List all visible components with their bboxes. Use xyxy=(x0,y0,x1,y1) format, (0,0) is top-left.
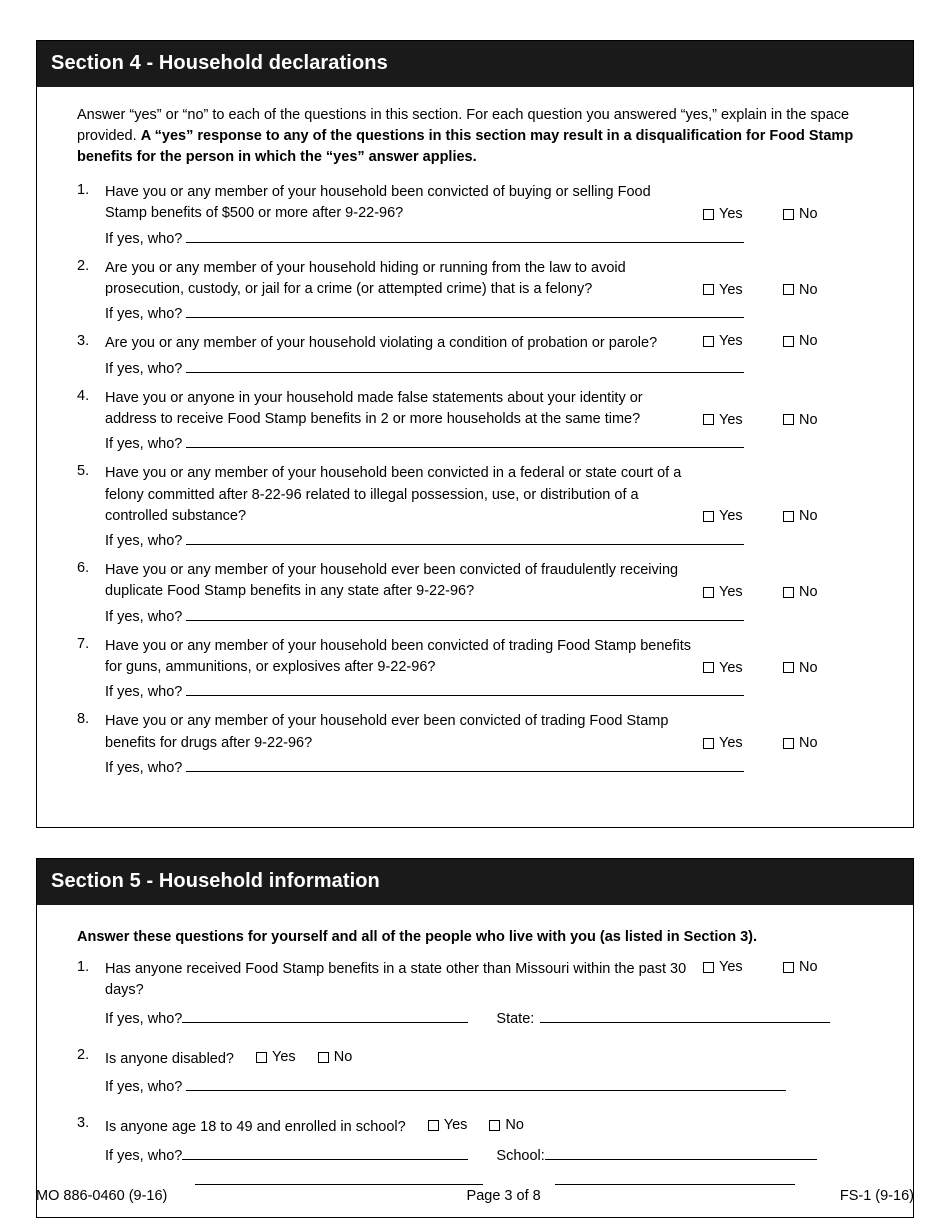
section5-question-1-detail xyxy=(105,1009,893,1027)
checkbox-icon[interactable] xyxy=(703,662,714,673)
question-3-ifyes xyxy=(105,359,893,377)
question-7-text: Have you or any member of your household been convicted of trading Food Stamp benefits for guns, ammunitions, or explosives after 9-22-96? xyxy=(105,637,691,676)
checkbox-icon[interactable] xyxy=(703,284,714,295)
checkbox-icon[interactable] xyxy=(703,511,714,522)
question-4-text: Have you or anyone in your household made false statements about your identity or address to receive Food Stamp benefits in 2 or more households at the same time? xyxy=(105,389,643,427)
question-7-ifyes-label: If yes, who? xyxy=(105,684,183,701)
question-6-answers xyxy=(703,584,893,600)
checkbox-icon[interactable] xyxy=(428,1120,439,1131)
question-8-no-label: No xyxy=(799,735,818,752)
question-7-no-label: No xyxy=(799,659,818,676)
question-1-answers xyxy=(703,206,893,222)
question-8-ifyes-label: If yes, who? xyxy=(105,760,183,777)
section5-question-3-school-label: School: xyxy=(496,1147,545,1164)
question-3-no-option[interactable] xyxy=(783,333,818,349)
question-7-number: 7. xyxy=(77,635,90,652)
question-7-answers xyxy=(703,660,893,676)
section5-question-2-yes-label: Yes xyxy=(272,1048,296,1065)
checkbox-icon[interactable] xyxy=(703,587,714,598)
checkbox-icon[interactable] xyxy=(703,336,714,347)
section5-question-3 xyxy=(57,1115,893,1188)
checkbox-icon[interactable] xyxy=(783,962,794,973)
section-4-bottom-space xyxy=(57,787,893,809)
question-1-text: Have you or any member of your household been convicted of buying or selling Food Stamp benefits of $500 or more after 9-22-96? xyxy=(105,184,651,222)
question-3-yes-label: Yes xyxy=(719,333,743,350)
section5-question-3-school-input[interactable] xyxy=(545,1146,817,1160)
section5-question-1-ifyes-label: If yes, who? xyxy=(105,1010,183,1027)
section5-question-3-text xyxy=(105,1115,713,1138)
section5-question-3-yes-label: Yes xyxy=(443,1117,468,1134)
question-2-text: Are you or any member of your household hiding or running from the law to avoid prosecution, custody, or jail for a crime (or attempted crime) that is a felony? xyxy=(105,259,626,297)
section5-question-1-no-label: No xyxy=(799,959,818,976)
question-2-no-option[interactable] xyxy=(783,282,818,298)
question-5-ifyes-label: If yes, who? xyxy=(105,533,183,550)
section5-gap-2 xyxy=(57,1101,893,1115)
question-7-ifyes xyxy=(105,682,893,700)
section5-question-1-who-input[interactable] xyxy=(182,1009,468,1023)
question-2-ifyes-input[interactable] xyxy=(186,304,744,318)
question-8-answers xyxy=(703,735,893,751)
section-5-title: Section 5 - Household information xyxy=(37,859,913,905)
question-5-ifyes xyxy=(105,531,893,549)
checkbox-icon[interactable] xyxy=(783,284,794,295)
question-6-number: 6. xyxy=(77,560,90,577)
section-5 xyxy=(36,858,914,1218)
question-3-text: Are you or any member of your household violating a condition of probation or parole? xyxy=(105,335,658,352)
section-5-body xyxy=(37,905,913,1217)
section5-question-1-answers xyxy=(703,959,893,975)
question-4-number: 4. xyxy=(77,387,90,404)
page-footer xyxy=(36,1188,914,1204)
question-8-yes-label: Yes xyxy=(719,735,743,752)
checkbox-icon[interactable] xyxy=(783,738,794,749)
section5-question-1-state-input[interactable] xyxy=(540,1009,830,1023)
question-5-answers xyxy=(703,508,893,524)
question-5-ifyes-input[interactable] xyxy=(186,531,744,545)
checkbox-icon[interactable] xyxy=(783,209,794,220)
checkbox-icon[interactable] xyxy=(703,414,714,425)
question-4-no-label: No xyxy=(799,411,818,428)
section5-question-3-yes-option[interactable] xyxy=(428,1115,468,1136)
footer-form-number: MO 886-0460 (9-16) xyxy=(36,1188,168,1204)
question-4-yes-option[interactable] xyxy=(703,412,783,428)
question-2-yes-label: Yes xyxy=(719,281,743,298)
section-4 xyxy=(36,40,914,828)
question-2-yes-option[interactable] xyxy=(703,282,783,298)
section5-question-2-who-input[interactable] xyxy=(186,1077,786,1091)
question-5 xyxy=(57,463,893,549)
question-4-answers xyxy=(703,412,893,428)
question-1-yes-label: Yes xyxy=(719,206,743,223)
question-6-no-label: No xyxy=(799,584,818,601)
section-4-body xyxy=(37,87,913,827)
question-1-ifyes xyxy=(105,229,893,247)
checkbox-icon[interactable] xyxy=(489,1120,500,1131)
section5-question-2-detail xyxy=(105,1077,893,1095)
checkbox-icon[interactable] xyxy=(783,662,794,673)
footer-page-number: Page 3 of 8 xyxy=(466,1188,541,1204)
question-4-yes-label: Yes xyxy=(719,411,743,428)
section5-question-1-text: Has anyone received Food Stamp benefits in a state other than Missouri within the past 30 days? xyxy=(105,961,687,999)
question-6-text: Have you or any member of your household ever been convicted of fraudulently receiving duplicate Food Stamp benefits in any state after 9-22-96? xyxy=(105,562,679,600)
section5-question-2-no-label: No xyxy=(333,1048,353,1065)
section5-question-3-label: Is anyone age 18 to 49 and enrolled in school? xyxy=(105,1119,406,1136)
question-3-yes-option[interactable] xyxy=(703,333,783,349)
question-4-ifyes xyxy=(105,434,893,452)
question-1-no-label: No xyxy=(799,206,818,223)
question-6-ifyes xyxy=(105,607,893,625)
section5-question-1-no-option[interactable] xyxy=(783,959,818,975)
footer-form-code: FS-1 (9-16) xyxy=(839,1188,914,1204)
question-2-ifyes-label: If yes, who? xyxy=(105,306,183,323)
question-8-text: Have you or any member of your household ever been convicted of trading Food Stamp benefits for drugs after 9-22-96? xyxy=(105,713,669,751)
section5-question-1-number: 1. xyxy=(77,959,90,976)
question-8-ifyes xyxy=(105,758,893,776)
question-1-ifyes-label: If yes, who? xyxy=(105,230,183,247)
question-4-no-option[interactable] xyxy=(783,412,818,428)
checkbox-icon[interactable] xyxy=(783,511,794,522)
section5-question-2 xyxy=(57,1047,893,1095)
section5-question-2-label: Is anyone disabled? xyxy=(105,1050,234,1067)
section5-question-3-who-input-2[interactable] xyxy=(195,1171,483,1185)
question-5-yes-option[interactable] xyxy=(703,508,783,524)
question-7-yes-label: Yes xyxy=(719,659,743,676)
checkbox-icon[interactable] xyxy=(256,1052,267,1063)
section-5-instruction: Answer these questions for yourself and all of the people who live with you (as listed in Section 3). xyxy=(77,929,758,946)
section5-question-2-yes-option[interactable] xyxy=(256,1047,296,1068)
question-5-text: Have you or any member of your household been convicted in a federal or state court of a felony committed after 8-22-96 related to illegal possession, use, or distribution of a controlled substance? xyxy=(105,465,682,524)
section5-question-3-extra-lines xyxy=(195,1171,893,1189)
question-5-yes-label: Yes xyxy=(719,508,743,525)
section5-question-2-number: 2. xyxy=(77,1046,90,1063)
checkbox-icon[interactable] xyxy=(783,587,794,598)
section5-question-1-yes-label: Yes xyxy=(719,959,743,976)
question-3-ifyes-input[interactable] xyxy=(186,359,744,373)
checkbox-icon[interactable] xyxy=(783,414,794,425)
question-3 xyxy=(57,333,893,376)
section5-question-1-yes-option[interactable] xyxy=(703,959,783,975)
checkbox-icon[interactable] xyxy=(783,336,794,347)
section5-question-3-school-input-2[interactable] xyxy=(555,1171,795,1185)
question-2-ifyes xyxy=(105,304,893,322)
question-6-yes-option[interactable] xyxy=(703,584,783,600)
question-2-number: 2. xyxy=(77,257,90,274)
question-1-ifyes-input[interactable] xyxy=(186,229,744,243)
question-1-no-option[interactable] xyxy=(783,206,818,222)
question-1 xyxy=(57,182,893,247)
section5-question-3-ifyes-label: If yes, who? xyxy=(105,1147,183,1164)
question-6 xyxy=(57,560,893,625)
question-7-no-option[interactable] xyxy=(783,660,818,676)
section-4-intro-bold: A “yes” response to any of the questions in this section may result in a disqualification for Food Stamp benefits for the person in which the “yes” answer applies. xyxy=(77,128,854,166)
section5-question-3-number: 3. xyxy=(77,1115,90,1132)
section-spacer xyxy=(36,828,914,858)
section5-question-3-detail xyxy=(105,1146,893,1164)
checkbox-icon[interactable] xyxy=(703,962,714,973)
question-4 xyxy=(57,388,893,453)
question-1-number: 1. xyxy=(77,182,90,199)
question-1-yes-option[interactable] xyxy=(703,206,783,222)
question-4-ifyes-input[interactable] xyxy=(186,434,744,448)
section-4-intro-text: Answer “yes” or “no” to each of the questions in this section. For each question you answered “yes,” explain in the space provided. xyxy=(77,107,850,145)
section5-question-1 xyxy=(57,959,893,1027)
question-8-number: 8. xyxy=(77,711,90,728)
question-5-no-option[interactable] xyxy=(783,508,818,524)
question-6-no-option[interactable] xyxy=(783,584,818,600)
section5-question-2-no-option[interactable] xyxy=(318,1047,353,1068)
question-3-answers xyxy=(703,333,893,349)
section-4-title: Section 4 - Household declarations xyxy=(37,41,913,87)
question-7 xyxy=(57,636,893,701)
section5-question-3-who-input[interactable] xyxy=(182,1146,468,1160)
section5-question-1-state-label: State: xyxy=(496,1010,535,1027)
question-3-ifyes-label: If yes, who? xyxy=(105,360,183,377)
question-6-ifyes-input[interactable] xyxy=(186,607,744,621)
checkbox-icon[interactable] xyxy=(703,738,714,749)
question-5-no-label: No xyxy=(799,508,818,525)
checkbox-icon[interactable] xyxy=(703,209,714,220)
question-3-number: 3. xyxy=(77,333,90,350)
section5-question-3-no-option[interactable] xyxy=(489,1115,524,1136)
question-5-number: 5. xyxy=(77,463,90,480)
question-6-ifyes-label: If yes, who? xyxy=(105,608,183,625)
section5-question-2-ifyes-label: If yes, who? xyxy=(105,1079,183,1096)
question-8-yes-option[interactable] xyxy=(703,735,783,751)
section-4-intro xyxy=(77,105,893,168)
section5-question-2-text xyxy=(105,1047,713,1070)
question-6-yes-label: Yes xyxy=(719,584,743,601)
question-7-ifyes-input[interactable] xyxy=(186,682,744,696)
question-4-ifyes-label: If yes, who? xyxy=(105,436,183,453)
question-2-answers xyxy=(703,282,893,298)
question-2 xyxy=(57,258,893,323)
question-2-no-label: No xyxy=(799,281,818,298)
section5-gap-1 xyxy=(57,1033,893,1047)
question-8 xyxy=(57,711,893,776)
question-8-ifyes-input[interactable] xyxy=(186,758,744,772)
section5-question-3-no-label: No xyxy=(505,1117,524,1134)
checkbox-icon[interactable] xyxy=(318,1052,329,1063)
question-8-no-option[interactable] xyxy=(783,735,818,751)
question-7-yes-option[interactable] xyxy=(703,660,783,676)
question-3-no-label: No xyxy=(799,333,818,350)
